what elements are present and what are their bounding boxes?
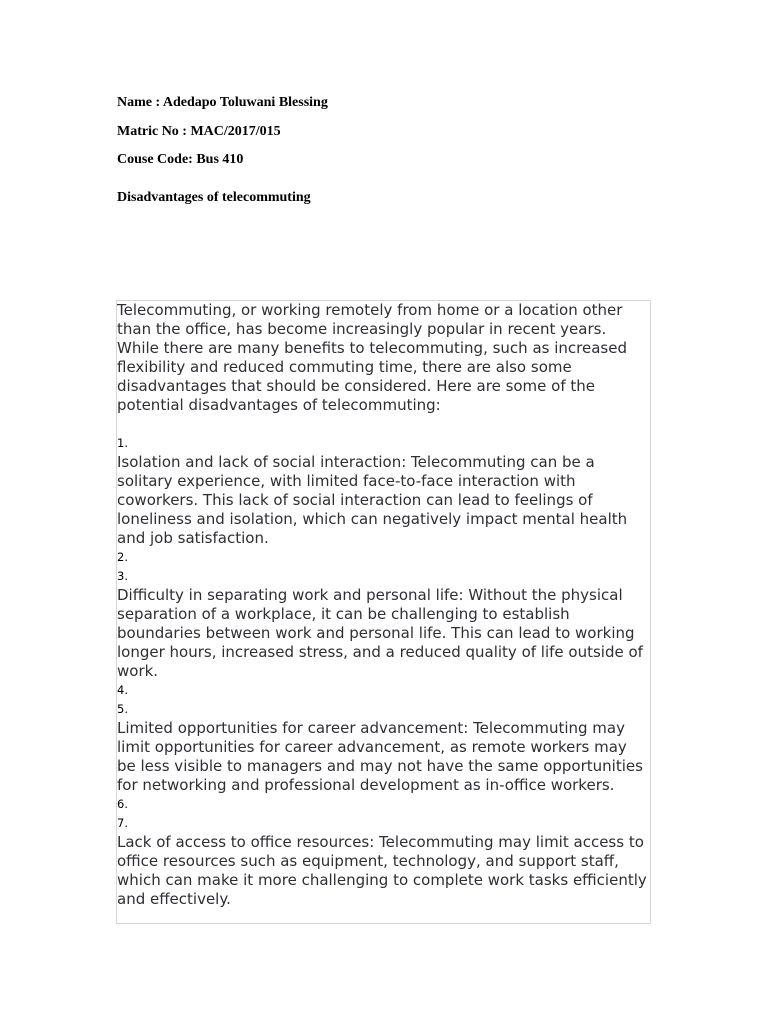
point-career: Limited opportunities for career advancement: Telecommuting may limit opportunities for career advancement, as remote workers may be less visible to managers and may not have the same opportunities for networking and professional development as in-office workers. (117, 719, 643, 794)
point-isolation: Isolation and lack of social interaction: Telecommuting can be a solitary experience, with limited face-to-face interaction with coworkers. This lack of social interaction can lead to feelings of loneliness and isolation, which can negatively impact mental health and job satisfaction. (117, 453, 628, 547)
document-heading: Disadvantages of telecommuting (117, 190, 311, 205)
point-resources: Lack of access to office resources: Telecommuting may limit access to office resources such as equipment, technology, and support staff, which can make it more challenging to complete work tasks efficiently and effectively. (117, 833, 647, 908)
list-number: 1. (117, 436, 128, 450)
list-number: 6. (117, 797, 128, 811)
list-number: 4. (117, 683, 128, 697)
list-number: 5. (117, 702, 128, 716)
list-number: 2. (117, 550, 128, 564)
course-code: Couse Code: Bus 410 (117, 152, 244, 167)
list-number: 3. (117, 569, 128, 583)
intro-paragraph: Telecommuting, or working remotely from home or a location other than the office, has become increasingly popular in recent years. While there are many benefits to telecommuting, such as increased flexibility and reduced commuting time, there are also some disadvantages that should be considered. Here are some of the potential disadvantages of telecommuting: (117, 301, 627, 414)
student-name: Name : Adedapo Toluwani Blessing (117, 95, 328, 110)
essay-content-box (116, 300, 651, 924)
matric-number: Matric No : MAC/2017/015 (117, 124, 281, 139)
point-work-life: Difficulty in separating work and personal life: Without the physical separation of a workplace, it can be challenging to establish boundaries between work and personal life. This can lead to working longer hours, increased stress, and a reduced quality of life outside of work. (117, 586, 643, 680)
list-number: 7. (117, 816, 128, 830)
